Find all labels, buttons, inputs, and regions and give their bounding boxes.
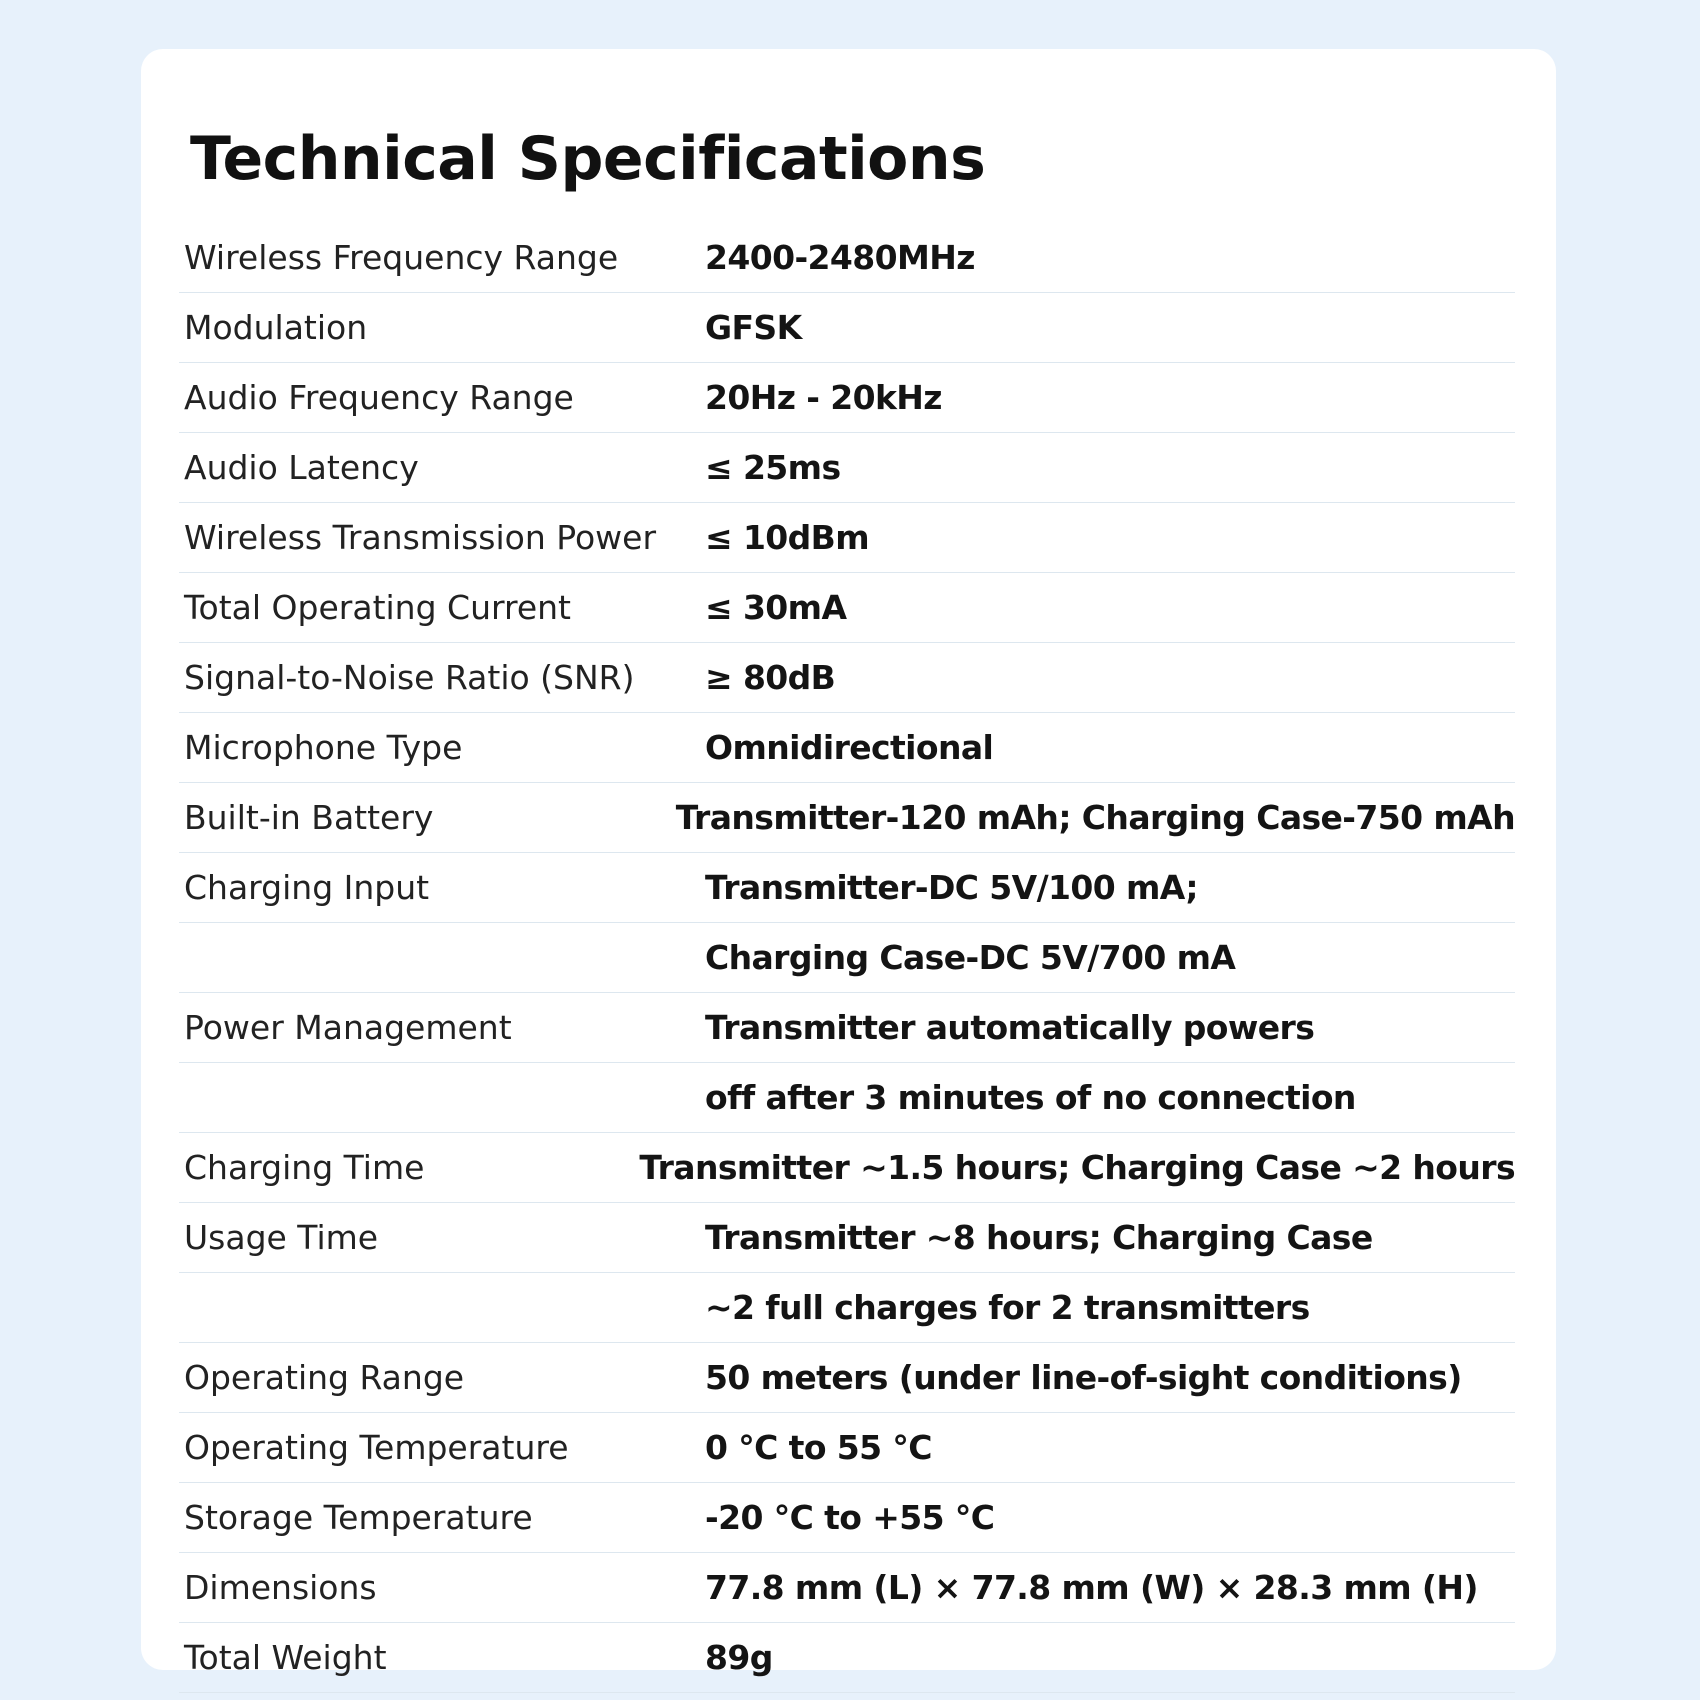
spec-value: 89g: [705, 1638, 773, 1677]
spec-value: 77.8 mm (L) × 77.8 mm (W) × 28.3 mm (H): [705, 1568, 1478, 1607]
page-title: Technical Specifications: [190, 124, 986, 194]
spec-value: ≥ 80dB: [705, 658, 836, 697]
spec-row: [179, 293, 1515, 363]
spec-row: [179, 1133, 1515, 1203]
spec-row: [179, 1623, 1515, 1693]
spec-row: [179, 363, 1515, 433]
spec-value: Transmitter-120 mAh; Charging Case-750 mAh: [675, 798, 1515, 837]
spec-label: Charging Time: [184, 1148, 425, 1187]
spec-row: [179, 433, 1515, 503]
spec-label: Built-in Battery: [184, 798, 434, 837]
spec-row: [179, 1343, 1515, 1413]
spec-row: [179, 1483, 1515, 1553]
spec-label: Wireless Transmission Power: [184, 518, 657, 557]
spec-value: Transmitter-DC 5V/100 mA;: [705, 868, 1198, 907]
spec-row: [179, 573, 1515, 643]
spec-label: Total Weight: [184, 1638, 387, 1677]
spec-value: Omnidirectional: [705, 728, 994, 767]
spec-value: 20Hz - 20kHz: [705, 378, 942, 417]
spec-value: Transmitter ~1.5 hours; Charging Case ~2 hours: [639, 1148, 1515, 1187]
spec-row: [179, 503, 1515, 573]
spec-row: [179, 783, 1515, 853]
spec-value: ~2 full charges for 2 transmitters: [705, 1288, 1310, 1327]
spec-row: [179, 643, 1515, 713]
spec-row: [179, 1063, 1515, 1133]
spec-value: ≤ 25ms: [705, 448, 841, 487]
spec-card: [141, 49, 1556, 1677]
spec-label: Audio Frequency Range: [184, 378, 574, 417]
spec-value: Transmitter ~8 hours; Charging Case: [705, 1218, 1373, 1257]
spec-value: 2400-2480MHz: [705, 238, 975, 277]
spec-row: [179, 993, 1515, 1063]
spec-value: -20 °C to +55 °C: [705, 1498, 995, 1537]
spec-label: Dimensions: [184, 1568, 377, 1607]
spec-label: Operating Temperature: [184, 1428, 569, 1467]
spec-value: off after 3 minutes of no connection: [705, 1078, 1356, 1117]
spec-row: [179, 1553, 1515, 1623]
spec-label: Power Management: [184, 1008, 512, 1047]
spec-label: Usage Time: [184, 1218, 379, 1257]
spec-value: GFSK: [705, 308, 802, 347]
spec-label: Wireless Frequency Range: [184, 238, 619, 277]
spec-value: Transmitter automatically powers: [705, 1008, 1315, 1047]
spec-row: [179, 1203, 1515, 1273]
spec-value: 0 °C to 55 °C: [705, 1428, 932, 1467]
spec-row: [179, 1413, 1515, 1483]
spec-row: [179, 1273, 1515, 1343]
spec-label: Modulation: [184, 308, 368, 347]
spec-value: Charging Case-DC 5V/700 mA: [705, 938, 1236, 977]
spec-value: 50 meters (under line-of-sight conditions): [705, 1358, 1462, 1397]
spec-table: [179, 223, 1515, 1693]
spec-row: [179, 223, 1515, 293]
spec-label: Signal-to-Noise Ratio (SNR): [184, 658, 635, 697]
spec-label: Charging Input: [184, 868, 430, 907]
spec-label: Audio Latency: [184, 448, 419, 487]
spec-row: [179, 923, 1515, 993]
spec-label: Operating Range: [184, 1358, 465, 1397]
spec-row: [179, 713, 1515, 783]
spec-value: ≤ 30mA: [705, 588, 847, 627]
spec-label: Microphone Type: [184, 728, 463, 767]
spec-label: Total Operating Current: [184, 588, 571, 627]
spec-label: Storage Temperature: [184, 1498, 533, 1537]
spec-value: ≤ 10dBm: [705, 518, 870, 557]
spec-row: [179, 853, 1515, 923]
